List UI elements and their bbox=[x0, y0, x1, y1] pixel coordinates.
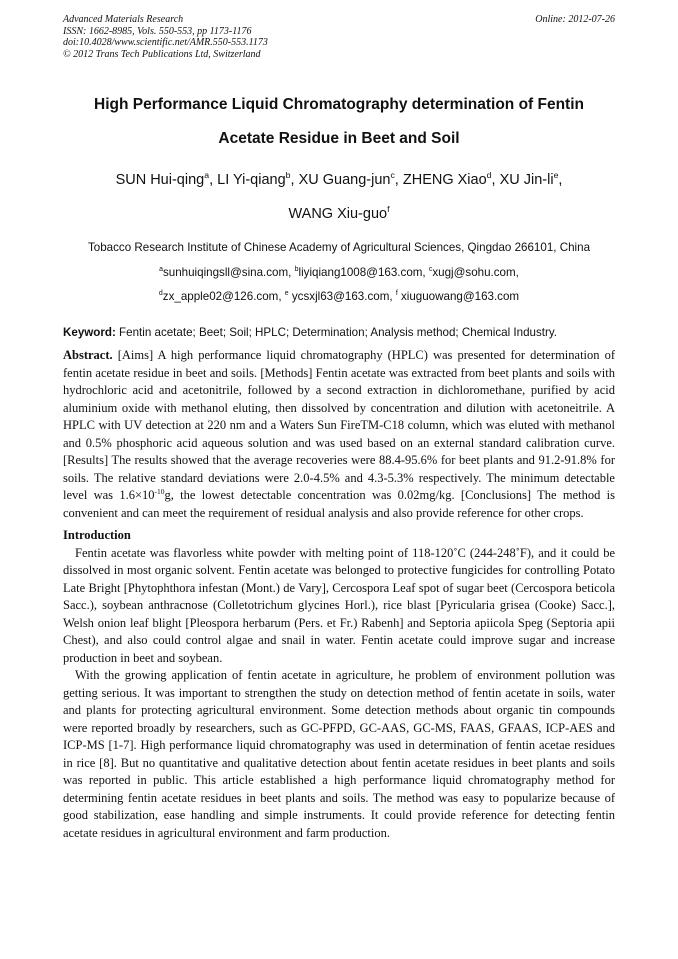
keyword-label: Keyword: bbox=[63, 326, 116, 339]
doi-line: doi:10.4028/www.scientific.net/AMR.550-553.1173 bbox=[63, 37, 268, 48]
author: SUN Hui-qing$^a$, bbox=[115, 170, 218, 188]
email: liyiqiang1008@163.com bbox=[298, 265, 423, 279]
journal-name: Advanced Materials Research bbox=[63, 14, 184, 25]
author: XU Jin-$li^e$, bbox=[499, 170, 563, 188]
paper-title bbox=[40, 88, 638, 156]
email: xiuguowang@163.com bbox=[397, 290, 520, 303]
affiliation: Tobacco Research Institute of Chinese Academy of Agricultural Sciences, Qingdao 266101, China bbox=[87, 241, 591, 254]
email: sunhuiqingsll@sina.com bbox=[162, 265, 289, 279]
keyword-line bbox=[63, 325, 615, 341]
intro-paragraph: With the growing application of fentin acetate in agriculture, he problem of environment pollution was getting serious. It was important to strengthen the study on detection method of fentin acetate in soils, water and plants for protecting agricultural environment. Some detection methods about organic tin compounds were reported broadly by researchers, such as GC-PFPD, GC-AAS, GC-MS, FAAS, GFAAS, ICP-AES and ICP-MS [1-7]. High performance liquid chromatography was used in determination of fentin acetae residues in rice [8]. But no quantitative and qualitative detection about fentin acetate residues in beet plants and soils was reported in public. This article established a high performance liquid chromatography method for determining fentin acetate residues in beet plants and soils. The method was easy to popularize because of good stabilization, ease handling and simple instruments. It could provide reference for detecting fentin acetate residues in agricultural environment and farm production. bbox=[63, 668, 615, 840]
title-line-1: High Performance Liquid Chromatography determination of Fentin bbox=[94, 96, 584, 113]
email: xugj@sohu.com bbox=[432, 265, 516, 279]
online-date: Online: 2012-07-26 bbox=[535, 14, 615, 25]
body-text bbox=[63, 347, 615, 842]
authors-line-2 bbox=[40, 197, 638, 231]
email: zx_apple02@126.com bbox=[162, 290, 279, 303]
author-list bbox=[40, 163, 638, 231]
title-line-2: Acetate Residue in Beet and Soil bbox=[218, 130, 460, 147]
abstract-exponent: -10 bbox=[154, 486, 165, 496]
abstract-paragraph bbox=[63, 347, 615, 522]
journal-header bbox=[63, 14, 615, 60]
authors-line-1 bbox=[40, 163, 638, 197]
author: WANG Xiu-guo$^f$ bbox=[288, 204, 390, 222]
emails-line-2: $^d$zx_apple02@126.com, $^e$ ycsxjl63@163.com, $^f$ xiuguowang@163.com bbox=[158, 290, 520, 303]
author: ZHENG Xiao$^d$, bbox=[402, 170, 500, 188]
abstract-label: Abstract. bbox=[63, 348, 113, 362]
abstract-text-cont: g, the lowest detectable concentration was 0.02mg/kg. [Conclusions] The method is convenient and can meet the requirement of residual analysis and also provide reference for other crops. bbox=[63, 488, 615, 520]
emails-line-1: $^a$sunhuiqingsll@sina.com, $^b$liyiqiang1008@163.com, $^c$xugj@sohu.com, bbox=[159, 265, 519, 279]
copyright-line: © 2012 Trans Tech Publications Ltd, Switzerland bbox=[63, 48, 261, 60]
author: LI Yi-qiang$^b$, bbox=[217, 170, 299, 188]
keyword-text: Fentin acetate; Beet; Soil; HPLC; Determination; Analysis method; Chemical Industry. bbox=[115, 326, 558, 339]
issn-line: ISSN: 1662-8985, Vols. 550-553, pp 1173-1176 bbox=[63, 25, 252, 37]
email: ycsxjl63@163.com bbox=[288, 290, 390, 303]
section-heading: Introduction bbox=[63, 528, 131, 542]
intro-paragraph: Fentin acetate was flavorless white powder with melting point of 118-120˚C (244-248˚F), and it could be dissolved in most organic solvent. Fentin acetate was belonged to protective fungicides for controlling Potato Late Bright [Phytophthora infestan (Mont.) de Vary], Cercospora Leaf spot of sugar beet (Cercospora beticola Sacc.), soybean anthracnose (Colletotrichum glycines Horl.), rice blast [Pyricularia grisea (Cooke) Sacc.], Welsh onion leaf blight [Pleospora herbarum (Pers. et Fr.) Rabenh] and Septoria apiicola Speg (Septoria apii Chest), and also could control algae and snail in water. Fentin acetate could improve sugar and increase production in beet and soybean. bbox=[63, 545, 615, 665]
author: XU Guang-jun$^c$, bbox=[298, 170, 403, 188]
abstract-text: [Aims] A high performance liquid chromatography (HPLC) was presented for determination of fentin acetate residue in beet and soils. [Methods] Fentin acetate was extracted from beet plants and soils with hydrochloric acid and acetonitrile, followed by a second extraction in dichloromethane, purified by acid aluminium oxide with methanol eluting, then dissolved by concentration and dilution with acetoneitrile. A HPLC with UV detection at 220 nm and a Waters Sun FireTM-C18 column, which was eluted with methanol and 0.5% phosphoric acid aqueous solution and was used based on an external standard calibration curve. [Results] The results showed that the average recoveries were 88.4-95.6% for beet plants and 91.2-91.8% for soils. The relative standard deviations were 2.0-4.5% and 4.3-5.3% respectively. The minimum detectable level was 1.6×10 bbox=[63, 348, 615, 502]
affiliation-block bbox=[40, 236, 638, 310]
